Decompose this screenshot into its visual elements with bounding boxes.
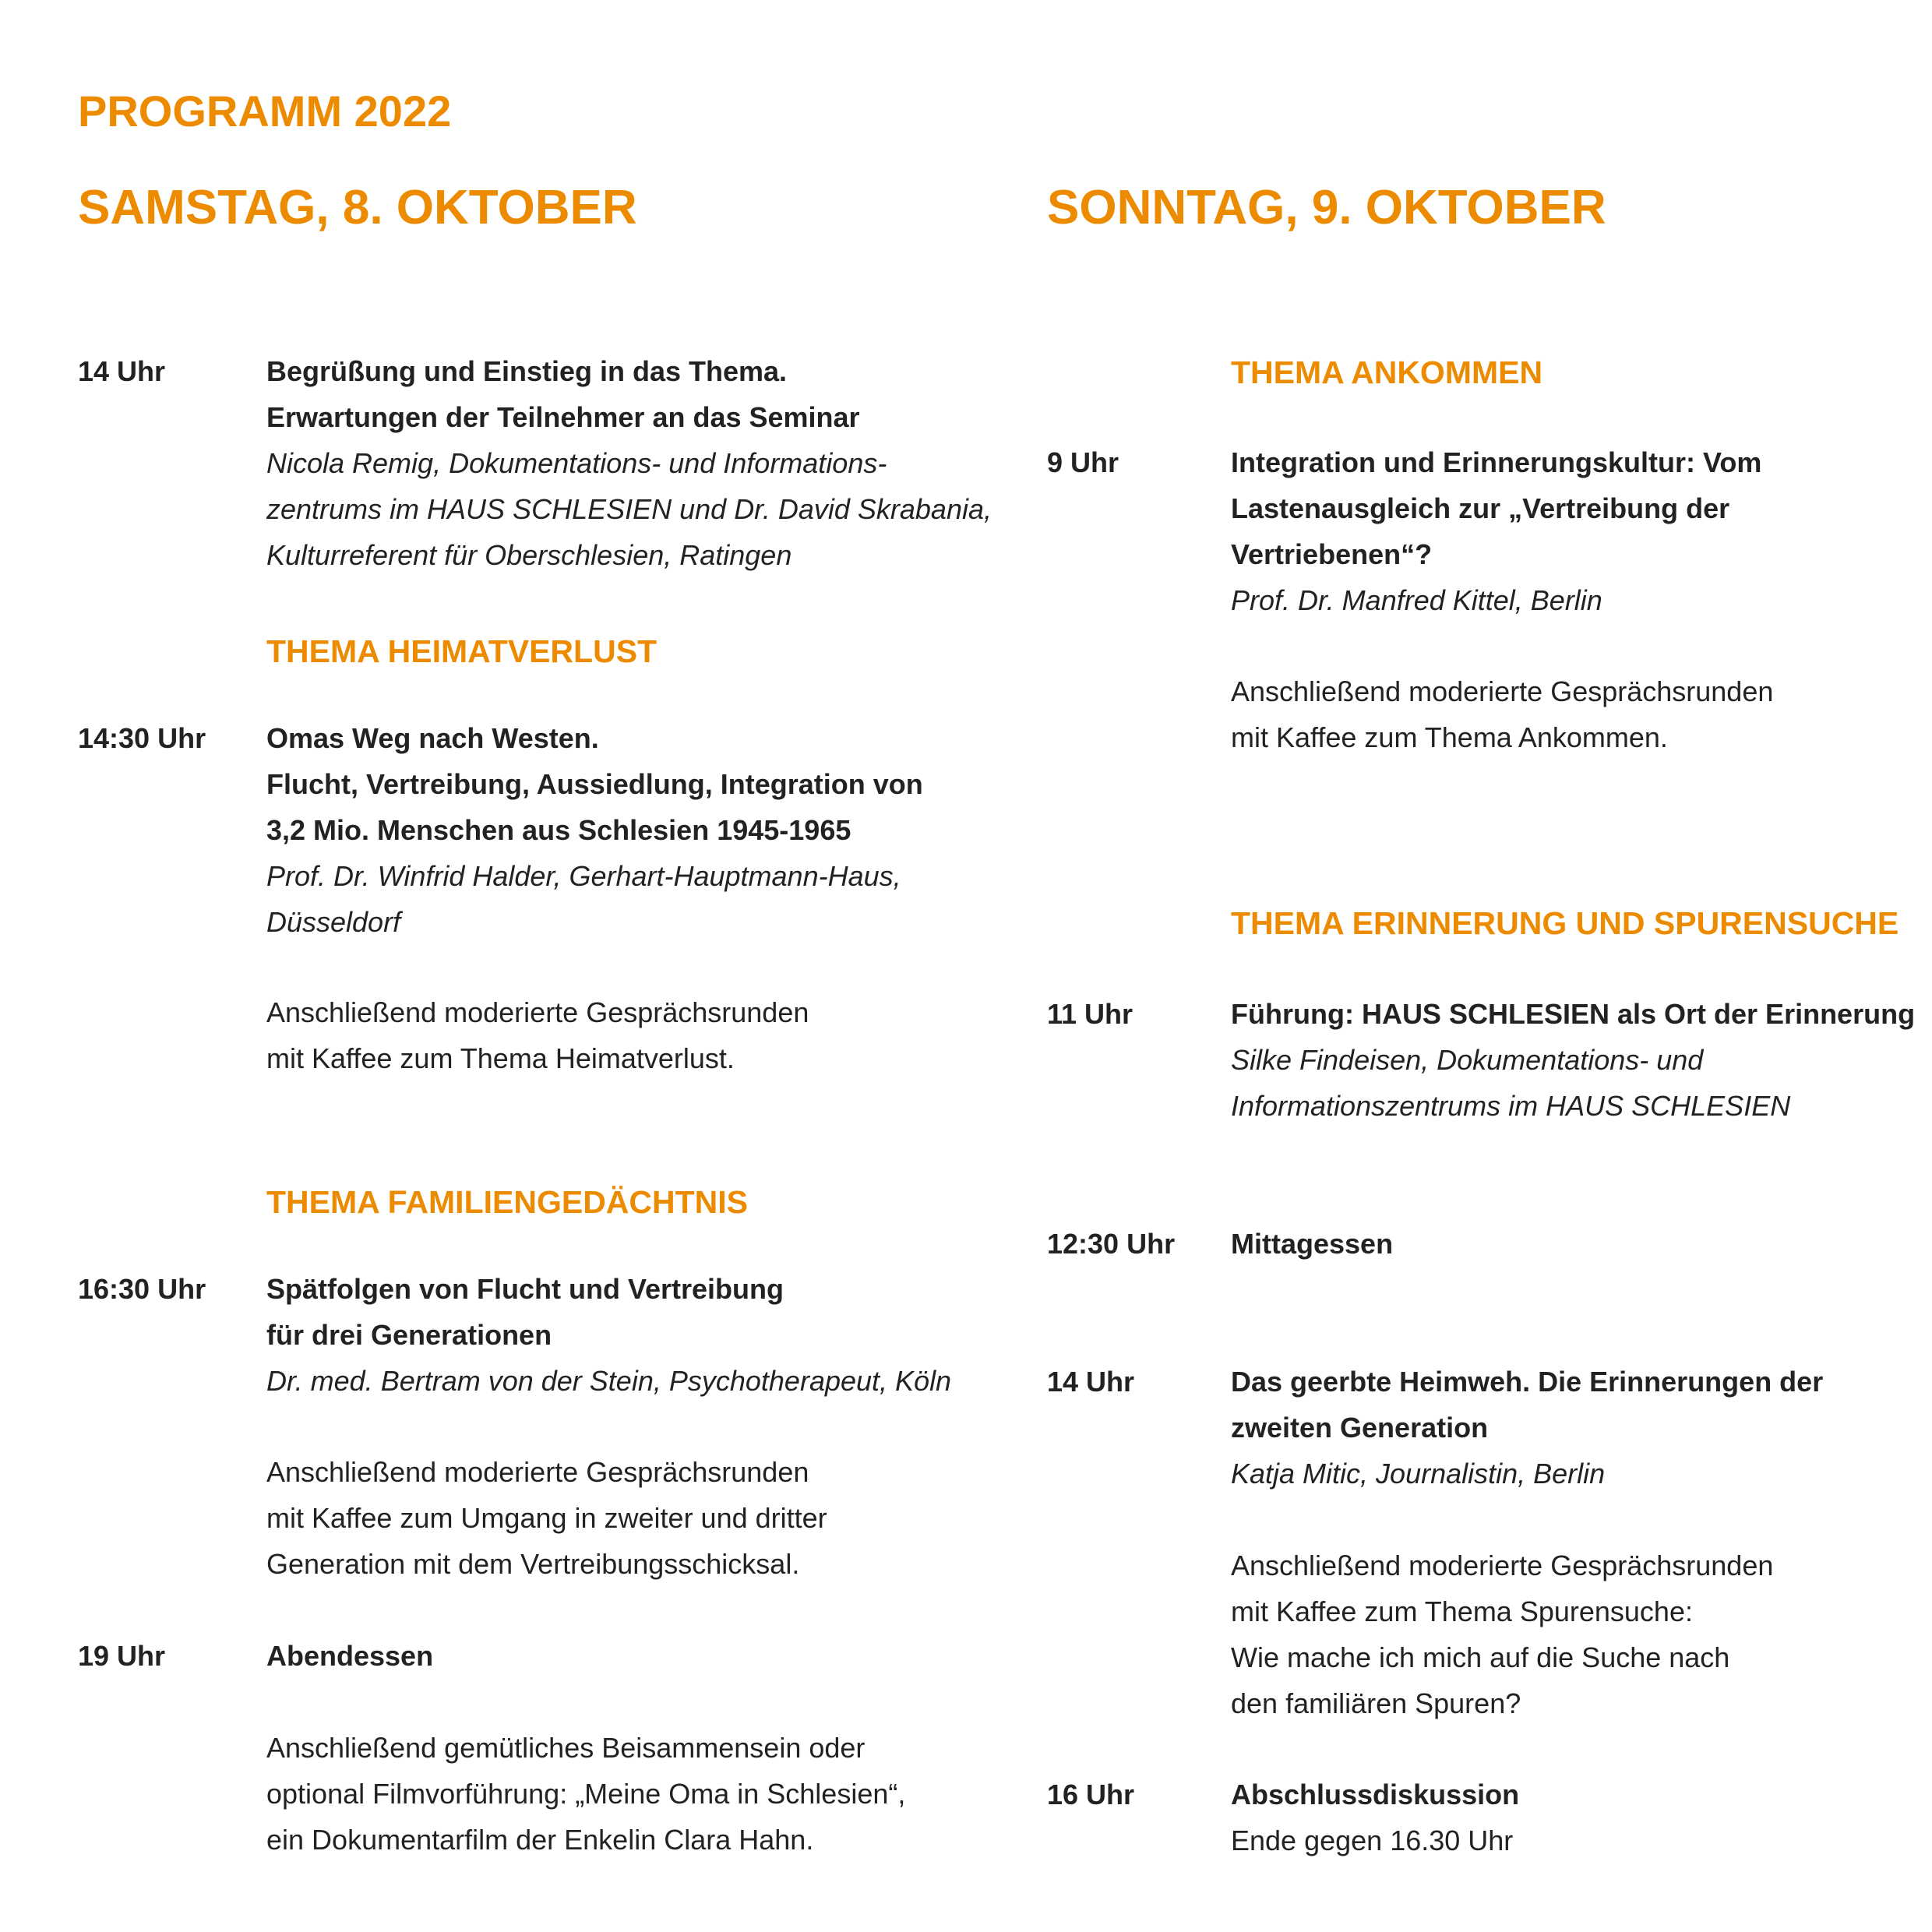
time-label: 14 Uhr xyxy=(1047,1366,1135,1398)
note-line: Anschließend moderierte Gesprächsrunden xyxy=(266,996,809,1028)
entry-title-line: Das geerbte Heimweh. Die Erinnerungen der xyxy=(1231,1366,1824,1398)
entry-title-line: für drei Generationen xyxy=(266,1319,552,1351)
schedule-entry xyxy=(266,1266,951,1404)
entry-note xyxy=(1231,1542,1773,1726)
entry-title-line: Begrüßung und Einstieg in das Thema. xyxy=(266,355,788,387)
entry-title-line: Flucht, Vertreibung, Aussiedlung, Integration von xyxy=(266,768,923,800)
note-line: Anschließend moderierte Gesprächsrunden xyxy=(1231,1549,1774,1581)
schedule-entry xyxy=(1231,439,1761,623)
time-label: 11 Uhr xyxy=(1047,998,1133,1030)
entry-title-line: 3,2 Mio. Menschen aus Schlesien 1945-1965 xyxy=(266,814,851,846)
entry-title-line: Abschlussdiskussion xyxy=(1231,1779,1520,1810)
section-heading-familiengedaechtnis: THEMA FAMILIENGEDÄCHTNIS xyxy=(266,1184,749,1220)
entry-title-line: Vertriebenen“? xyxy=(1231,538,1433,570)
time-label: 14 Uhr xyxy=(78,355,166,387)
note-line: mit Kaffee zum Thema Spurensuche: xyxy=(1231,1595,1693,1627)
time-label: 16 Uhr xyxy=(1047,1779,1135,1810)
note-line: Anschließend moderierte Gesprächsrunden xyxy=(1231,675,1774,707)
entry-note xyxy=(266,989,809,1081)
sunday-heading: SONNTAG, 9. OKTOBER xyxy=(1047,181,1606,234)
note-line: mit Kaffee zum Thema Heimatverlust. xyxy=(266,1042,735,1074)
schedule-entry xyxy=(1231,1772,1519,1863)
entry-title-line: Mittagessen xyxy=(1231,1228,1394,1260)
entry-speaker-line: Düsseldorf xyxy=(266,906,401,938)
note-line: mit Kaffee zum Umgang in zweiter und dritter xyxy=(266,1502,827,1534)
entry-title-line: Lastenausgleich zur „Vertreibung der xyxy=(1231,492,1730,524)
note-line: optional Filmvorführung: „Meine Oma in Schlesien“, xyxy=(266,1778,906,1810)
note-line: Anschließend moderierte Gesprächsrunden xyxy=(266,1456,809,1488)
section-heading-ankommen: THEMA ANKOMMEN xyxy=(1231,354,1543,390)
note-line: Wie mache ich mich auf die Suche nach xyxy=(1231,1641,1730,1673)
note-line: Anschließend gemütliches Beisammensein oder xyxy=(266,1732,866,1764)
note-line: den familiären Spuren? xyxy=(1231,1687,1521,1719)
time-label: 14:30 Uhr xyxy=(78,722,206,754)
schedule-entry xyxy=(1231,991,1915,1129)
entry-speaker-line: Kulturreferent für Oberschlesien, Ratingen xyxy=(266,539,792,571)
entry-title-line: Führung: HAUS SCHLESIEN als Ort der Erinnerung xyxy=(1231,998,1916,1030)
time-label: 16:30 Uhr xyxy=(78,1273,206,1305)
note-line: Generation mit dem Vertreibungsschicksal. xyxy=(266,1548,800,1580)
entry-title-line: zweiten Generation xyxy=(1231,1412,1489,1444)
time-label: 19 Uhr xyxy=(78,1640,166,1672)
entry-title-line: Abendessen xyxy=(266,1640,434,1672)
entry-speaker-line: Prof. Dr. Manfred Kittel, Berlin xyxy=(1231,584,1602,616)
entry-title-line: Omas Weg nach Westen. xyxy=(266,722,599,754)
entry-speaker-line: Nicola Remig, Dokumentations- und Informations- xyxy=(266,447,887,479)
entry-speaker-line: Katja Mitic, Journalistin, Berlin xyxy=(1231,1458,1606,1490)
entry-speaker-line: Informationszentrums im HAUS SCHLESIEN xyxy=(1231,1090,1791,1122)
schedule-entry xyxy=(266,715,923,945)
saturday-heading: SAMSTAG, 8. OKTOBER xyxy=(78,181,637,234)
entry-speaker-line: zentrums im HAUS SCHLESIEN und Dr. David Skrabania, xyxy=(266,493,992,525)
schedule-entry xyxy=(266,348,992,578)
entry-note xyxy=(266,1449,827,1587)
section-heading-heimatverlust: THEMA HEIMATVERLUST xyxy=(266,633,658,669)
schedule-entry xyxy=(266,1633,433,1679)
schedule-entry xyxy=(1231,1359,1823,1497)
entry-title-line: Spätfolgen von Flucht und Vertreibung xyxy=(266,1273,784,1305)
time-label: 9 Uhr xyxy=(1047,446,1119,478)
entry-speaker-line: Prof. Dr. Winfrid Halder, Gerhart-Hauptmann-Haus, xyxy=(266,860,901,892)
note-line: mit Kaffee zum Thema Ankommen. xyxy=(1231,721,1668,753)
entry-speaker-line: Silke Findeisen, Dokumentations- und xyxy=(1231,1044,1704,1076)
section-heading-erinnerung: THEMA ERINNERUNG UND SPURENSUCHE xyxy=(1231,905,1899,941)
time-label: 12:30 Uhr xyxy=(1047,1228,1176,1260)
entry-title-line: Erwartungen der Teilnehmer an das Seminar xyxy=(266,401,860,433)
entry-note xyxy=(266,1725,905,1863)
entry-speaker-line: Dr. med. Bertram von der Stein, Psychotherapeut, Köln xyxy=(266,1365,952,1397)
entry-detail-line: Ende gegen 16.30 Uhr xyxy=(1231,1824,1514,1856)
program-title: PROGRAMM 2022 xyxy=(78,86,452,136)
schedule-entry xyxy=(1231,1221,1393,1267)
entry-title-line: Integration und Erinnerungskultur: Vom xyxy=(1231,446,1762,478)
entry-note xyxy=(1231,668,1773,760)
note-line: ein Dokumentarfilm der Enkelin Clara Hahn. xyxy=(266,1824,814,1856)
